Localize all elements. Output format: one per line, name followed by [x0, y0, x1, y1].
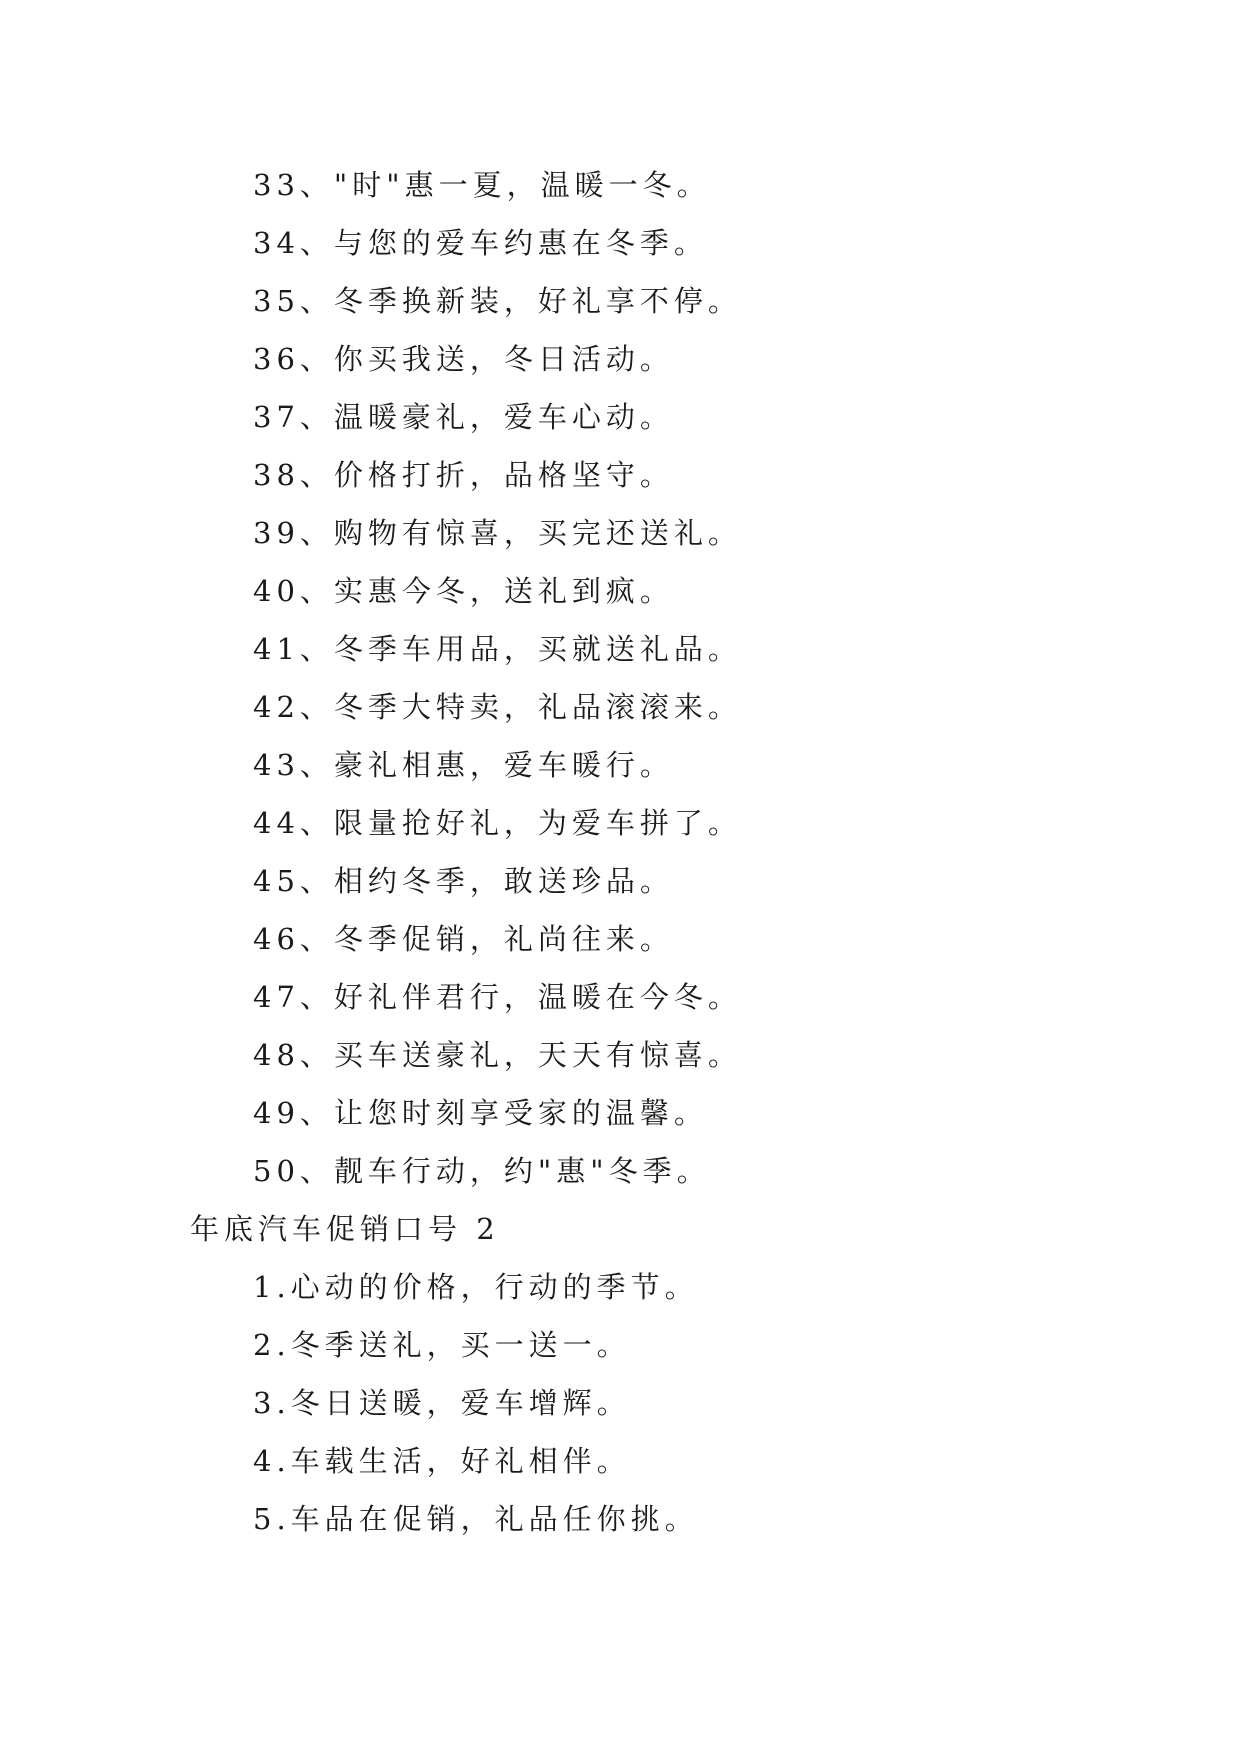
list-item: 4.车载生活，好礼相伴。	[253, 1444, 631, 1478]
list-item: 42、冬季大特卖，礼品滚滚来。	[253, 690, 742, 724]
list-item: 5.车品在促销，礼品任你挑。	[253, 1502, 699, 1536]
list-item: 48、买车送豪礼，天天有惊喜。	[253, 1038, 742, 1072]
list-item: 46、冬季促销，礼尚往来。	[253, 922, 674, 956]
list-item: 33、"时"惠一夏，温暖一冬。	[253, 168, 711, 202]
list-item: 49、让您时刻享受家的温馨。	[253, 1096, 708, 1130]
list-item: 2.冬季送礼，买一送一。	[253, 1328, 631, 1362]
list-item: 43、豪礼相惠，爱车暖行。	[253, 748, 674, 782]
list-item: 50、靓车行动，约"惠"冬季。	[253, 1154, 711, 1188]
list-item: 39、购物有惊喜，买完还送礼。	[253, 516, 742, 550]
list-item: 45、相约冬季，敢送珍品。	[253, 864, 674, 898]
list-item: 3.冬日送暖，爱车增辉。	[253, 1386, 631, 1420]
list-item: 38、价格打折，品格坚守。	[253, 458, 674, 492]
list-item: 1.心动的价格，行动的季节。	[253, 1270, 699, 1304]
list-item: 35、冬季换新装，好礼享不停。	[253, 284, 742, 318]
section-heading: 年底汽车促销口号 2	[190, 1212, 500, 1246]
list-item: 41、冬季车用品，买就送礼品。	[253, 632, 742, 666]
list-item: 44、限量抢好礼，为爱车拼了。	[253, 806, 742, 840]
document-body	[0, 156, 1241, 1548]
list-item: 40、实惠今冬，送礼到疯。	[253, 574, 674, 608]
list-item: 36、你买我送，冬日活动。	[253, 342, 674, 376]
list-item: 34、与您的爱车约惠在冬季。	[253, 226, 708, 260]
list-item: 37、温暖豪礼，爱车心动。	[253, 400, 674, 434]
list-item: 47、好礼伴君行，温暖在今冬。	[253, 980, 742, 1014]
